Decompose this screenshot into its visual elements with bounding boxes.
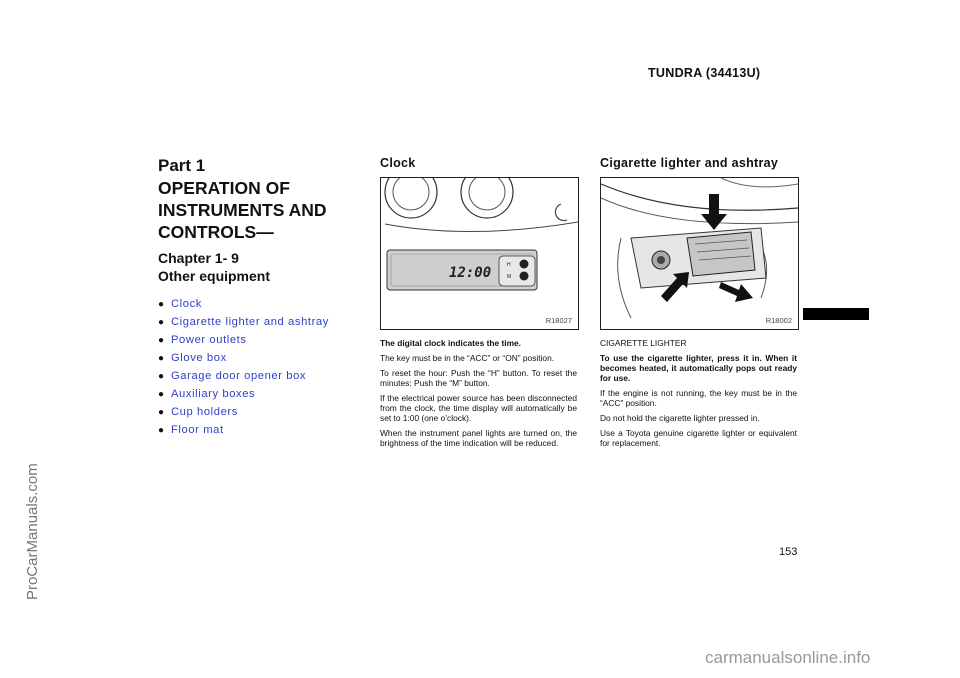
toc-link-floor-mat[interactable] [158,424,329,442]
part-title: OPERATION OF INSTRUMENTS AND CONTROLS— [158,178,327,242]
toc-link-label[interactable]: Garage door opener box [171,370,307,382]
bullet-icon: ● [158,407,165,418]
footer-watermark: carmanualsonline.info [705,648,871,667]
chapter-contents-list [158,298,329,442]
toc-link-clock[interactable] [158,298,329,316]
part-label: Part 1 [158,156,206,175]
side-watermark: ProCarManuals.com [24,463,41,600]
clock-paragraph: The key must be in the “ACC” or “ON” position. [380,353,555,363]
minute-button-label: M [507,274,512,280]
pull-out-arrow-icon [719,282,753,302]
chapter-label: Chapter 1- 9 [158,250,239,266]
figure-code: R18027 [545,316,572,325]
model-code-header: TUNDRA (34413U) [648,66,761,80]
lighter-section-title: Cigarette lighter and ashtray [600,156,779,170]
toc-link-cigarette-lighter[interactable] [158,316,329,334]
clock-description [380,338,577,453]
toc-link-auxiliary-boxes[interactable] [158,388,329,406]
lighter-paragraph: If the engine is not running, the key must be in the “ACC” position. [600,388,797,408]
bullet-icon: ● [158,299,165,310]
bullet-icon: ● [158,389,165,400]
bullet-icon: ● [158,353,165,364]
clock-illustration [380,177,579,330]
toc-link-label[interactable]: Glove box [171,352,227,364]
hour-button[interactable] [520,260,529,269]
press-arrow-icon [701,194,727,230]
toc-link-label[interactable]: Auxiliary boxes [171,388,256,400]
toc-link-garage-door-opener[interactable] [158,370,329,388]
bullet-icon: ● [158,425,165,436]
lighter-paragraph: To use the cigarette lighter, press it in. When it becomes heated, it automatically pops out ready for use. [600,353,797,383]
clock-paragraph: If the electrical power source has been disconnected from the clock, the time display will automatically be set to 1:00 (one o’clock). [380,393,577,423]
clock-display-time: 12:00 [449,265,492,281]
toc-link-cup-holders[interactable] [158,406,329,424]
lighter-ashtray-illustration [600,177,799,330]
bullet-icon: ● [158,335,165,346]
lighter-paragraph: CIGARETTE LIGHTER [600,338,687,348]
chapter-title: Other equipment [158,268,271,284]
clock-paragraph: To reset the hour: Push the “H” button. To reset the minutes: Push the “M” button. [380,368,577,388]
toc-link-power-outlets[interactable] [158,334,329,352]
toc-link-glove-box[interactable] [158,352,329,370]
clock-drawing [381,178,578,329]
lighter-paragraph: Do not hold the cigarette lighter pressed in. [600,413,760,423]
hour-button-label: H [507,262,511,268]
toc-link-label[interactable]: Floor mat [171,424,224,436]
clock-section-title: Clock [380,156,416,170]
lighter-drawing [601,178,798,329]
bullet-icon: ● [158,371,165,382]
lighter-description [600,338,797,453]
page-number: 153 [779,546,798,558]
toc-link-label[interactable]: Clock [171,298,202,310]
toc-link-label[interactable]: Cup holders [171,406,238,418]
lighter-paragraph: Use a Toyota genuine cigarette lighter or equivalent for replacement. [600,428,797,448]
minute-button[interactable] [520,272,529,281]
toc-link-label[interactable]: Cigarette lighter and ashtray [171,316,329,328]
clock-paragraph: When the instrument panel lights are turned on, the brightness of the time indication will be reduced. [380,428,577,448]
chapter-tab-marker [803,308,869,320]
figure-code: R18002 [765,316,792,325]
bullet-icon: ● [158,317,165,328]
toc-link-label[interactable]: Power outlets [171,334,247,346]
clock-paragraph: The digital clock indicates the time. [380,338,522,348]
